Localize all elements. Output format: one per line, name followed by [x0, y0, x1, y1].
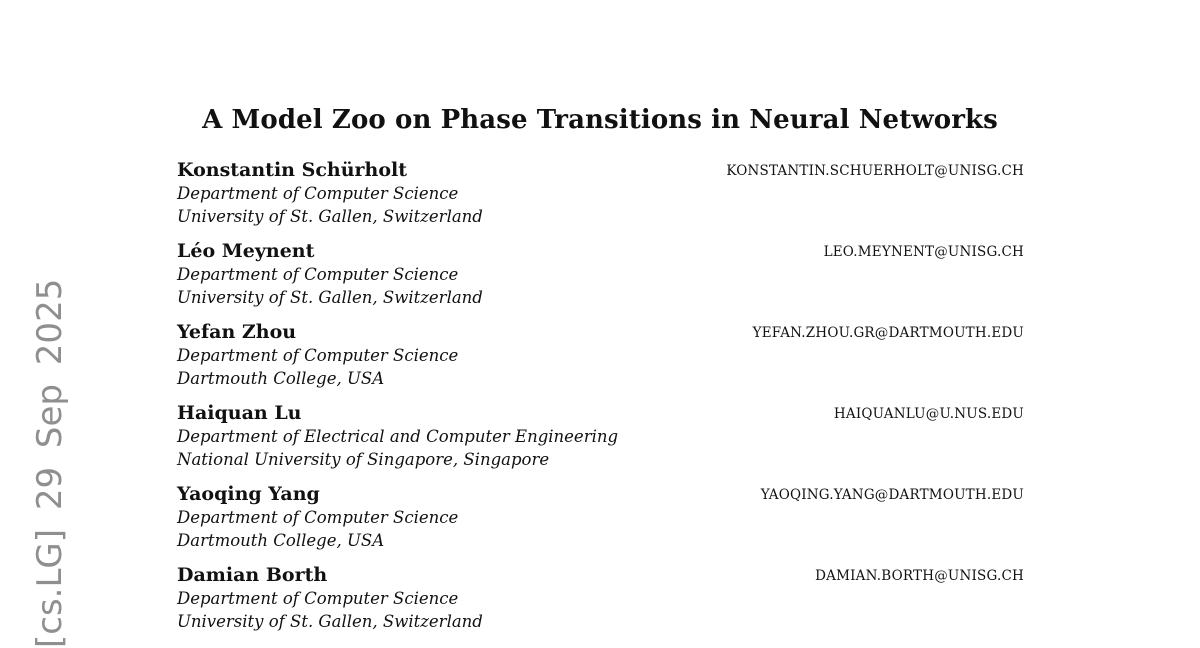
author-block: [177, 563, 1024, 633]
author-block: [177, 401, 1024, 471]
author-list: [177, 158, 1024, 644]
author-name: Yefan Zhou: [177, 321, 297, 343]
author-department: Department of Computer Science: [177, 508, 459, 527]
arxiv-identifier-stamp: [cs.LG] 29 Sep 2025: [30, 278, 70, 648]
author-email: YEFAN.ZHOU.GR@DARTMOUTH.EDU: [752, 325, 1024, 341]
author-institution: Dartmouth College, USA: [177, 531, 385, 550]
author-institution: National University of Singapore, Singapore: [177, 450, 550, 469]
author-name: Konstantin Schürholt: [177, 159, 408, 181]
author-department: Department of Electrical and Computer Engineering: [177, 427, 619, 446]
author-department: Department of Computer Science: [177, 346, 459, 365]
author-department: Department of Computer Science: [177, 589, 459, 608]
paper-title: A Model Zoo on Phase Transitions in Neural Networks: [202, 105, 998, 136]
author-name: Léo Meynent: [177, 240, 315, 262]
author-institution: University of St. Gallen, Switzerland: [177, 612, 483, 631]
author-email: HAIQUANLU@U.NUS.EDU: [833, 406, 1024, 422]
author-email: DAMIAN.BORTH@UNISG.CH: [815, 568, 1024, 584]
author-email: LEO.MEYNENT@UNISG.CH: [823, 244, 1024, 260]
author-block: [177, 158, 1024, 228]
author-institution: Dartmouth College, USA: [177, 369, 385, 388]
author-name: Damian Borth: [177, 564, 328, 586]
author-department: Department of Computer Science: [177, 265, 459, 284]
author-email: KONSTANTIN.SCHUERHOLT@UNISG.CH: [726, 163, 1024, 179]
author-name: Haiquan Lu: [177, 402, 302, 424]
author-block: [177, 320, 1024, 390]
author-name: Yaoqing Yang: [177, 483, 320, 505]
author-department: Department of Computer Science: [177, 184, 459, 203]
author-institution: University of St. Gallen, Switzerland: [177, 207, 483, 226]
author-block: [177, 239, 1024, 309]
author-email: YAOQING.YANG@DARTMOUTH.EDU: [760, 487, 1024, 503]
author-institution: University of St. Gallen, Switzerland: [177, 288, 483, 307]
author-block: [177, 482, 1024, 552]
